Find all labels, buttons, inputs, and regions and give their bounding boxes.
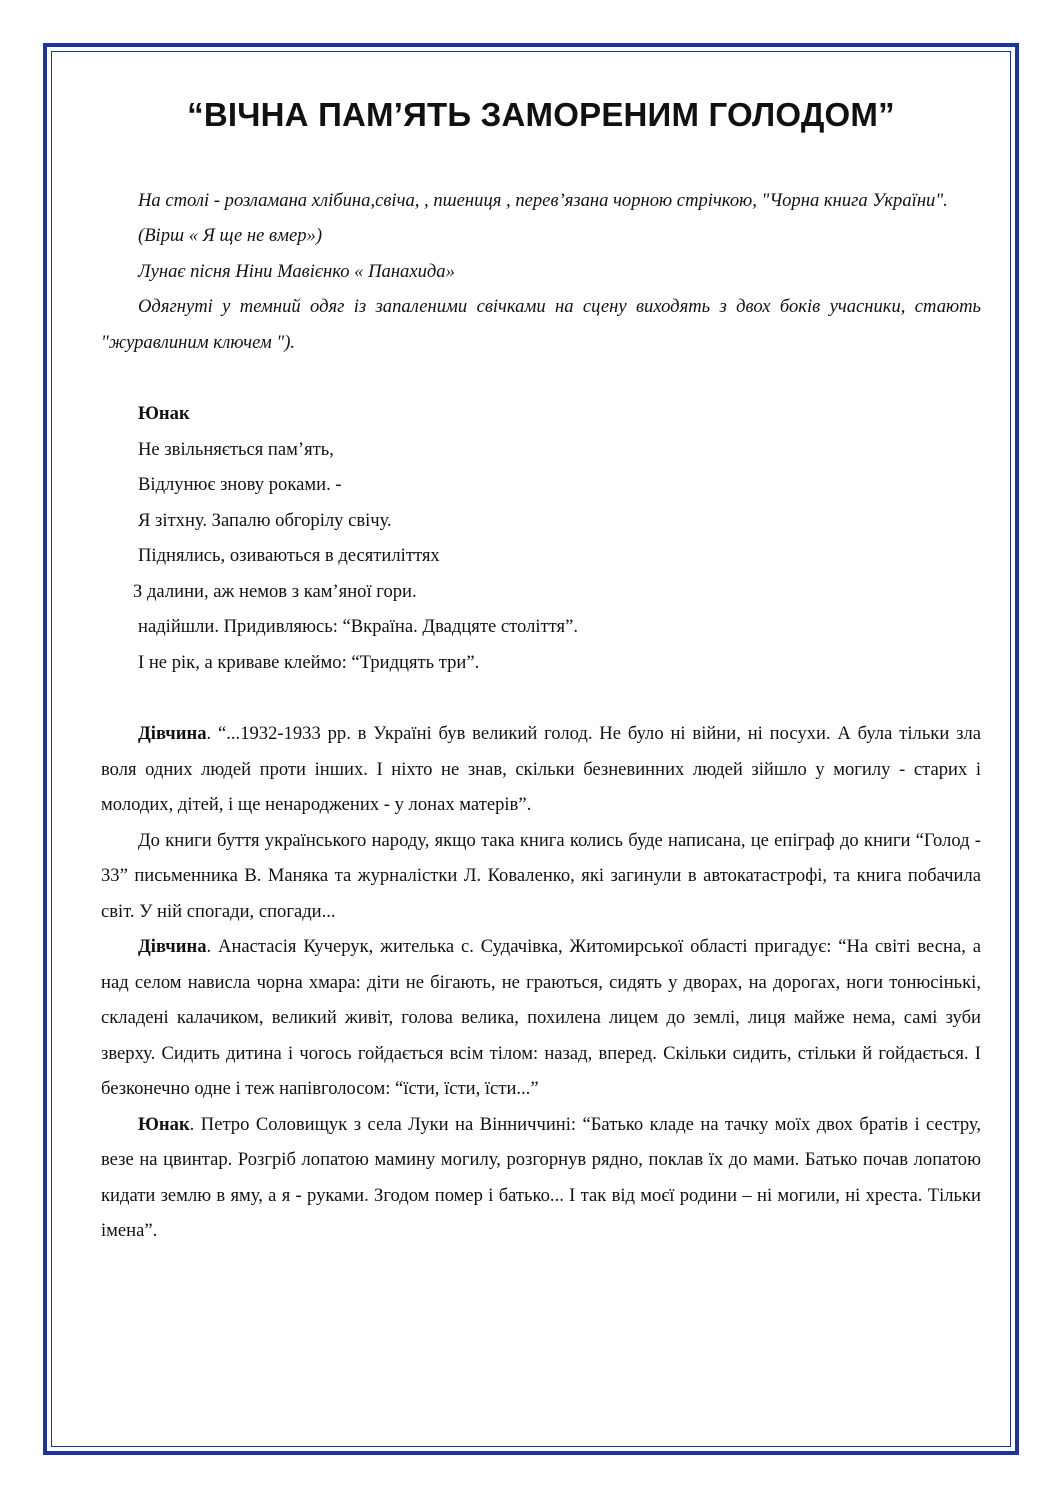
paragraph [101, 929, 981, 1107]
paragraph-text: . Петро Соловищук з села Луки на Вінниччині: “Батько кладе на тачку моїх двох братів і сестру, везе на цвинтар. Розгріб лопатою мамину могилу, розгорнув рядно, поклав їх до мами. Батько почав лопатою кидати землю в яму, а я - руками. Згодом помер і батько... І так від моєї родини – ні могили, ні хреста. Тільки імена”. [101, 1113, 981, 1242]
paragraph [101, 716, 981, 823]
paragraph [101, 823, 981, 930]
stage-direction: (Вірш « Я ще не вмер») [138, 225, 323, 247]
prose [101, 716, 981, 1249]
stage-direction: Лунає пісня Ніни Мавієнко « Панахида» [138, 260, 455, 282]
speaker-name: Юнак [138, 403, 190, 425]
poem [101, 396, 981, 680]
paragraph [101, 1107, 981, 1249]
paragraph-text: До книги буття українського народу, якщо така книга колись буде написана, це епіграф до книги “Голод - 33” письменника В. Маняка та журналістки Л. Коваленко, які загинули в автокатастрофі, та книга побачила світ. У ній спогади, спогади... [101, 829, 981, 922]
poem-line: надійшли. Придивляюсь: “Вкраїна. Двадцяте століття”. [138, 616, 578, 638]
poem-line: Піднялись, озиваються в десятиліттях [138, 545, 440, 567]
poem-line: Не звільняється пам’ять, [138, 438, 334, 460]
page-title: “ВІЧНА ПАМ’ЯТЬ ЗАМОРЕНИМ ГОЛОДОМ” [187, 96, 895, 133]
poem-line: Відлунює знову роками. - [138, 474, 342, 496]
paragraph-text: . “...1932-1933 рр. в Україні був великий голод. Не було ні війни, ні посухи. А була тільки зла воля одних людей проти інших. І ніхто не знав, скільки безневинних людей зійшло у могилу - старих і молодих, дітей, і ще ненароджених - у лонах матерів”. [101, 723, 981, 816]
speaker-name: Юнак [138, 1113, 190, 1135]
stage-direction: На столі - розламана хлібина,свіча, , пшениця , перев’язана чорною стрічкою, "Чорна книга України". [138, 189, 948, 211]
poem-line: І не рік, а криваве клеймо: “Тридцять три”. [138, 651, 480, 673]
poem-line: З далини, аж немов з кам’яної гори. [133, 580, 417, 602]
poem-speaker [101, 396, 981, 432]
paragraph-text: . Анастасія Кучерук, жителька с. Судачівка, Житомирської області пригадує: “На світі весна, а над селом нависла чорна хмара: діти не бігають, не граються, сидять у дворах, на дорогах, ноги тонюсінькі, складені калачиком, великий живіт, голова велика, похилена лицем до землі, лиця майже нема, самі зуби зверху. Сидить дитина і чогось гойдається всім тілом: назад, вперед. Скільки сидить, стільки й гойдається. І безконечно одне і теж напівголосом: “їсти, їсти, їсти...” [101, 936, 981, 1100]
stage-directions [101, 183, 981, 361]
poem-line: Я зітхну. Запалю обгорілу свічу. [138, 509, 392, 531]
document-body [101, 95, 981, 1249]
speaker-name: Дівчина [138, 936, 207, 958]
speaker-name: Дівчина [138, 723, 207, 745]
stage-direction: Одягнуті у темний одяг із запаленими свічками на сцену виходять з двох боків учасники, стають "журавлиним ключем "). [101, 296, 981, 353]
